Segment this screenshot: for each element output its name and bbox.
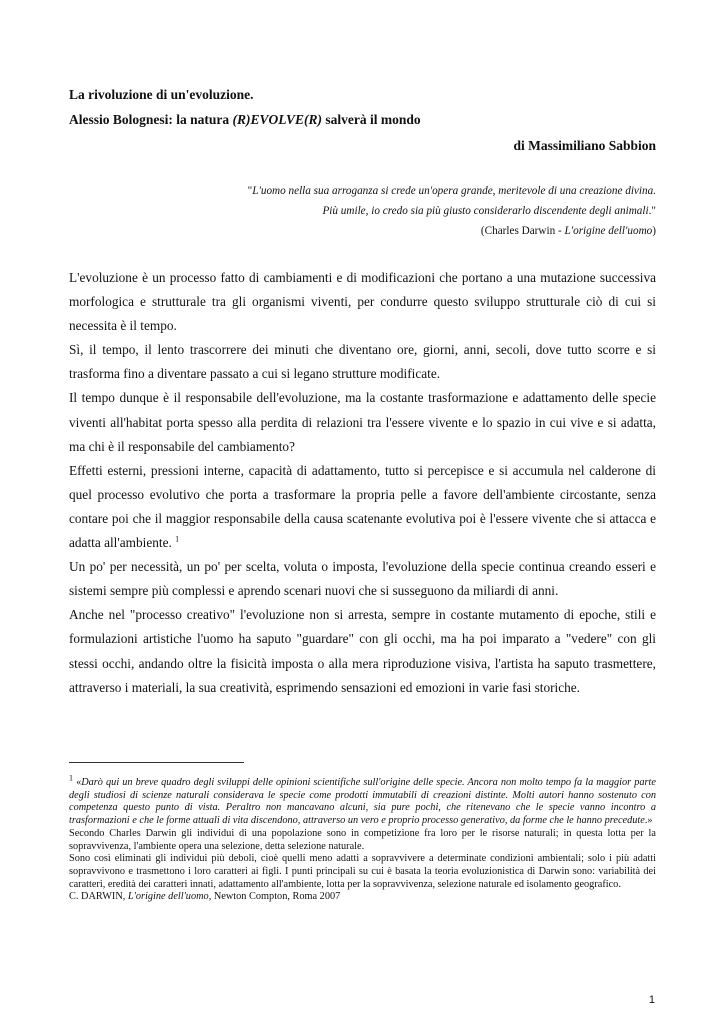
citation-title: L'origine dell'uomo: [564, 225, 653, 237]
footnote-separator: [69, 762, 244, 763]
epigraph-open-quote: ": [247, 185, 253, 197]
epigraph-text-2: Più umile, io credo sia più giusto considerarlo discendente degli animali: [322, 205, 649, 217]
paragraph-2: Sì, il tempo, il lento trascorrere dei minuti che diventano ore, giorni, anni, secoli, dove tutto scorre e si trasforma fino a diventare passato a cui si legano strutture modificate.: [69, 342, 656, 382]
footnotes: [69, 773, 656, 904]
footnote-reference[interactable]: 1: [175, 534, 180, 544]
reference-publisher: , Newton Compton, Roma 2007: [208, 891, 341, 903]
reference-author: C. DARWIN,: [69, 891, 128, 903]
citation-pre: (Charles Darwin -: [480, 225, 565, 237]
footnote-marker: 1: [69, 773, 73, 783]
page-number: 1: [648, 994, 655, 1006]
footnote-reference-line: [69, 891, 656, 904]
footnote-close-quote: .»: [644, 815, 653, 827]
reference-title: L'origine dell'uomo: [127, 891, 209, 903]
article-subtitle: [69, 112, 421, 128]
epigraph-text-1: L'uomo nella sua arroganza si crede un'opera grande, meritevole di una creazione divina.: [252, 185, 656, 197]
epigraph-close-quote: .": [648, 205, 656, 217]
paragraph-1: L'evoluzione è un processo fatto di cambiamenti e di modificazioni che portano a una mutazione successiva morfologica e strutturale tra gli organismi viventi, per condurre questo sviluppo strutturale ciò di cui si necessita è il tempo.: [69, 270, 656, 334]
subtitle-post: salverà il mondo: [322, 112, 421, 127]
paragraph-4: [69, 459, 656, 555]
epigraph-line-1: [136, 181, 656, 201]
subtitle-pre: Alessio Bolognesi: la natura: [69, 112, 233, 127]
article-body: [69, 266, 656, 700]
paragraph-3: Il tempo dunque è il responsabile dell'evoluzione, ma la costante trasformazione e adattamento delle specie viventi all'habitat porta spesso alla perdita di relazioni tra l'essere vivente e lo spazio in cui vive e si adatta, ma chi è il responsabile del cambiamento?: [69, 390, 656, 454]
epigraph-citation: [136, 221, 656, 241]
footnote-open-quote: «: [73, 777, 82, 788]
footnote-1: [69, 773, 656, 828]
article-title: [69, 87, 254, 103]
author-byline: di Massimiliano Sabbion: [513, 138, 656, 153]
epigraph-line-2: [136, 201, 656, 221]
subtitle-emphasis: (R)EVOLVE(R): [232, 112, 323, 127]
paragraph-4-text: Effetti esterni, pressioni interne, capacità di adattamento, tutto si percepisce e si accumula nel calderone di quel processo evolutivo che porta a trasformare la propria pelle a favore dell'ambiente circostante, senza contare poi che il maggior responsabile della causa scatenante evolutiva poi è l'essere vivente che si attacca e adatta all'ambiente.: [69, 462, 656, 551]
paragraph-6: Anche nel "processo creativo" l'evoluzione non si arresta, sempre in costante mutamento di epoche, stili e formulazioni artistiche l'uomo ha saputo "guardare" con gli occhi, ma ha poi imparato a "vedere" con gli stessi occhi, andando oltre la fisicità imposta o alla mera riproduzione visiva, l'artista ha saputo trasmettere, attraverso i materiali, la sua creatività, esprimendo sensazioni ed emozioni in varie fasi storiche.: [69, 607, 656, 695]
citation-post: ): [652, 225, 656, 237]
footnote-paragraph-2: Secondo Charles Darwin gli individui di una popolazione sono in competizione fra loro per le risorse naturali; in questa lotta per la sopravvivenza, l'ambiente opera una selezione, detta selezione naturale.: [69, 827, 656, 852]
paragraph-5: Un po' per necessità, un po' per scelta, voluta o imposta, l'evoluzione della specie continua creando esseri e sistemi sempre più complessi e aprendo scenari nuovi che si susseguono da miliardi di anni.: [69, 559, 656, 599]
footnote-paragraph-3: Sono così eliminati gli individui più deboli, cioè quelli meno adatti a sopravvivere a determinate condizioni ambientali; solo i più adatti sopravvivono e trasmettono i loro caratteri ai figli. I punti principali su cui è basata la teoria evoluzionistica di Darwin sono: variabilità dei caratteri, eredità dei caratteri innati, adattamento all'ambiente, lotta per la sopravvivenza, selezione naturale ed isolamento geografico.: [69, 853, 656, 890]
title-line-1: La rivoluzione di un'evoluzione.: [69, 87, 254, 102]
epigraph: [136, 181, 656, 241]
footnote-quote: Darò qui un breve quadro degli sviluppi delle opinioni scientifiche sull'origine delle specie. Ancora non molto tempo fa la maggior parte degli studiosi di scienze naturali considerava le specie come prodotti immutabili di creazioni distinte. Molti autori hanno sostenuto con competenza questo punto di vista. Peraltro non mancavano alcuni, sia pure pochi, che ritenevano che le specie vanno incontro a trasformazioni e che le forme attuali di vita discendono, attraverso un vero e proprio processo generativo, da forme che le hanno precedute: [69, 777, 656, 827]
